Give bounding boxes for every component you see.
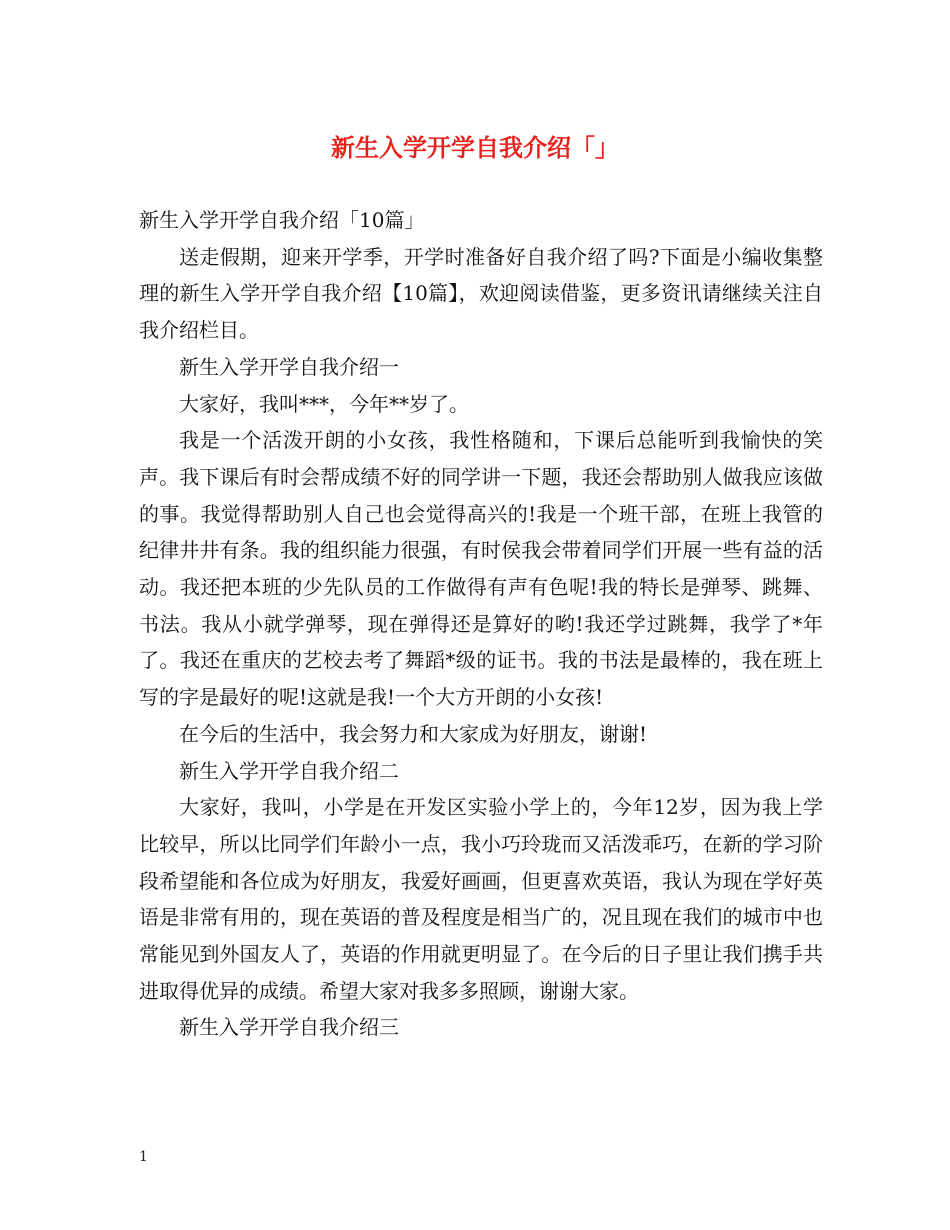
paragraph: 大家好，我叫，小学是在开发区实验小学上的，今年12岁，因为我上学比较早，所以比同学们年龄小一点，我小巧玲珑而又活泼乖巧，在新的学习阶段希望能和各位成为好朋友，我爱好画画，但更喜欢英语，我认为现在学好英语是非常有用的，现在英语的普及程度是相当广的，况且现在我们的城市中也常能见到外国友人了，英语的作用就更明显了。在今后的日子里让我们携手共进取得优异的成绩。希望大家对我多多照顾，谢谢大家。 xyxy=(139,795,823,1003)
paragraph: 我是一个活泼开朗的小女孩，我性格随和，下课后总能听到我愉快的笑声。我下课后有时会帮成绩不好的同学讲一下题，我还会帮助别人做我应该做的事。我觉得帮助别人自己也会觉得高兴的!我是一个班干部，在班上我管的纪律井井有条。我的组织能力很强，有时侯我会带着同学们开展一些有益的活动。我还把本班的少先队员的工作做得有声有色呢!我的特长是弹琴、跳舞、书法。我从小就学弹琴，现在弹得还是算好的哟!我还学过跳舞，我学了*年了。我还在重庆的艺校去考了舞蹈*级的证书。我的书法是最棒的，我在班上写的字是最好的呢!这就是我!一个大方开朗的小女孩! xyxy=(139,428,823,710)
section-heading-three: 新生入学开学自我介绍三 xyxy=(179,1015,399,1040)
page-number: 1 xyxy=(139,1149,148,1165)
document-body xyxy=(139,202,823,1046)
paragraph: 大家好，我叫***，今年**岁了。 xyxy=(179,391,469,416)
section-heading-one: 新生入学开学自我介绍一 xyxy=(179,354,399,379)
document-subtitle: 新生入学开学自我介绍「10篇」 xyxy=(139,208,425,232)
intro-paragraph: 送走假期，迎来开学季，开学时准备好自我介绍了吗?下面是小编收集整理的新生入学开学自我介绍【10篇】，欢迎阅读借鉴，更多资讯请继续关注自我介绍栏目。 xyxy=(139,244,823,343)
paragraph: 在今后的生活中，我会努力和大家成为好朋友，谢谢! xyxy=(179,721,648,746)
section-heading-two: 新生入学开学自我介绍二 xyxy=(179,758,399,783)
document-title: 新生入学开学自我介绍「」 xyxy=(331,133,619,162)
